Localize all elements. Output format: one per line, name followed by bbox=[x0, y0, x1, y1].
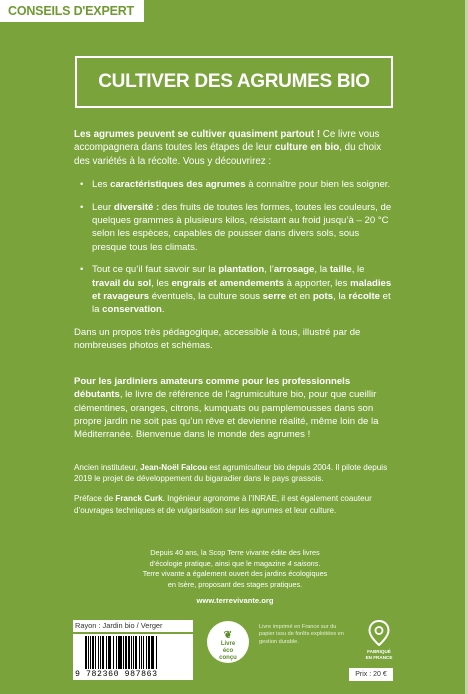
text: , la bbox=[314, 264, 330, 276]
text: Ancien instituteur, bbox=[74, 462, 141, 472]
bold: conservation bbox=[102, 304, 162, 316]
price-tag: Prix : 20 € bbox=[349, 668, 393, 681]
text: Préface de bbox=[74, 493, 116, 503]
publisher-blurb bbox=[110, 548, 360, 607]
back-cover-text bbox=[74, 128, 394, 524]
pedagogy-paragraph: Dans un propos très pédagogique, accessible à tous, illustré par de nombreuses photos et schémas. bbox=[74, 326, 361, 352]
intro-text-2: , du choix des variétés à la récolte. Vous y découvrirez : bbox=[74, 142, 382, 167]
text: . bbox=[318, 558, 321, 568]
eco-label bbox=[207, 621, 249, 663]
magazine-name: 4 saisons bbox=[287, 558, 319, 568]
bold: caractéristiques des agrumes bbox=[110, 179, 246, 191]
barcode-bars bbox=[85, 636, 189, 669]
bold: serre bbox=[262, 291, 287, 303]
text: est agrumiculteur bio depuis 2004. Il pilote depuis 2019 le projet de développement du bigaradier dans le pays grassois. bbox=[74, 462, 388, 484]
print-note: Livre imprimé en France sur du papier issu de forêts exploitées en gestion durable. bbox=[259, 624, 344, 645]
publisher-line bbox=[110, 559, 360, 570]
location-pin-icon bbox=[368, 620, 390, 646]
bold: travail du sol bbox=[92, 277, 152, 289]
intro-strong: Les agrumes peuvent se cultiver quasiment partout ! bbox=[74, 129, 321, 140]
text: et la bbox=[92, 291, 391, 316]
shelf-category: Rayon : Jardin bio / Verger bbox=[73, 620, 193, 632]
intro-text-1: Ce livre vous accompagnera dans toutes les étapes de leur bbox=[74, 129, 380, 154]
list-item bbox=[92, 178, 394, 191]
text: , l’ bbox=[264, 264, 274, 276]
preface-bio bbox=[74, 493, 394, 516]
publisher-line: Depuis 40 ans, la Scop Terre vivante édite des livres bbox=[150, 548, 320, 557]
publisher-line: en Isère, proposant des stages pratiques. bbox=[167, 579, 303, 589]
text: des fruits de toutes les formes, toutes les couleurs, de quelques grammes à plusieurs kilos, résistant au froid jusqu’à – 20 °C selon les espèces, capables de pousser dans divers sols, sous presque tous les climats. bbox=[92, 201, 392, 253]
intro-paragraph bbox=[74, 128, 394, 168]
bold: récolte bbox=[348, 291, 381, 303]
text: . Ingénieur agronome à l’INRAE, il est également coauteur d’ouvrages techniques et de vulgarisation sur les agrumes et leur culture. bbox=[74, 493, 372, 515]
text: . bbox=[161, 304, 165, 316]
fabrique-text: EN FRANCE bbox=[365, 654, 393, 660]
leaf-icon: ❦ bbox=[223, 630, 233, 641]
author-section bbox=[74, 462, 394, 516]
bold: pots bbox=[312, 291, 334, 303]
text: et en bbox=[286, 291, 313, 303]
author-bio bbox=[74, 462, 394, 485]
bold: maladies et ravageurs bbox=[92, 277, 392, 303]
author-name: Jean-Noël Falcou bbox=[140, 462, 208, 472]
text: éventuels, la culture sous bbox=[149, 291, 263, 303]
publisher-line: Terre vivante a également ouvert des jardins écologiques bbox=[142, 569, 328, 579]
intro-bold-1: culture en bio bbox=[274, 142, 340, 154]
bold: diversité : bbox=[113, 201, 160, 213]
fabrique-en-france bbox=[364, 620, 394, 660]
barcode bbox=[73, 634, 193, 680]
audience-paragraph bbox=[74, 375, 394, 442]
text: , le bbox=[351, 264, 365, 276]
text: Leur bbox=[92, 201, 114, 213]
feature-list bbox=[74, 178, 394, 317]
eco-label-text: conçu bbox=[219, 655, 237, 661]
barcode-bar bbox=[157, 636, 158, 669]
bold: arrosage bbox=[273, 264, 315, 276]
text: d’écologie pratique, ainsi que le magazine bbox=[149, 558, 288, 568]
footer bbox=[73, 620, 393, 682]
eco-label-text: éco bbox=[222, 648, 234, 654]
category-tag: CONSEILS D'EXPERT bbox=[0, 0, 144, 22]
audience-strong: Pour les jardiniers amateurs comme pour les professionnels débutants bbox=[74, 375, 351, 401]
audience-text: , le livre de référence de l’agrumiculture bio, pour que cueillir clémentines, oranges, citrons, kumquats ou pamplemousses dans son propre jardin ne soit pas qu’un rêve et devienne réalité, même loin de la Méditerranée. Bienvenue dans le monde des agrumes ! bbox=[74, 389, 379, 441]
text: à apporter, les bbox=[283, 277, 351, 289]
eco-label-text: Livre bbox=[220, 641, 236, 647]
list-item bbox=[92, 201, 394, 255]
text: , les bbox=[151, 277, 172, 289]
text: , la bbox=[333, 291, 349, 303]
text: Les bbox=[92, 179, 111, 191]
fabrique-text: FABRIQUÉ bbox=[367, 649, 391, 654]
preface-author-name: Franck Curk bbox=[115, 493, 163, 503]
book-title: CULTIVER DES AGRUMES BIO bbox=[75, 56, 393, 108]
isbn-number: 9 782360 987863 bbox=[75, 670, 158, 679]
bold: engrais et amendements bbox=[171, 277, 284, 289]
text: Tout ce qu’il faut savoir sur la bbox=[92, 264, 219, 276]
text: à connaître pour bien les soigner. bbox=[245, 179, 391, 191]
bold: taille bbox=[329, 264, 352, 276]
publisher-website[interactable]: www.terrevivante.org bbox=[196, 596, 274, 606]
bold: plantation bbox=[218, 264, 265, 276]
list-item bbox=[92, 263, 394, 317]
